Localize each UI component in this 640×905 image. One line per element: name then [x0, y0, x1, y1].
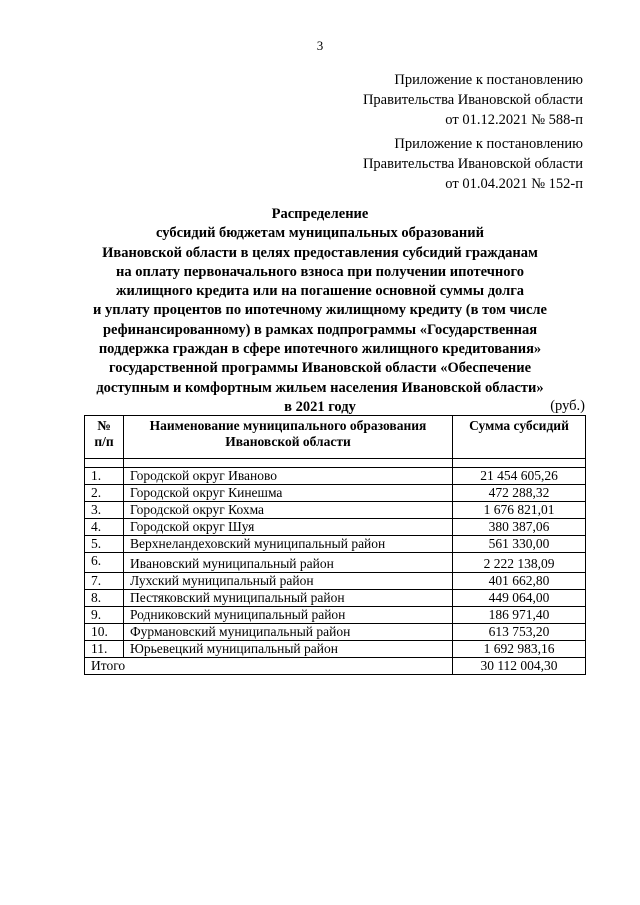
table-row	[85, 590, 586, 607]
row-name: Верхнеландеховский муниципальный район	[124, 536, 453, 553]
header-num	[85, 416, 124, 459]
row-num: 6.	[85, 553, 124, 573]
table-row	[85, 502, 586, 519]
row-amount: 1 676 821,01	[453, 502, 586, 519]
row-num: 2.	[85, 485, 124, 502]
row-amount: 380 387,06	[453, 519, 586, 536]
spacer-row	[85, 459, 586, 468]
row-name: Городской округ Иваново	[124, 468, 453, 485]
title-line: в 2021 году	[284, 398, 356, 415]
title-line: и уплату процентов по ипотечному жилищному кредиту (в том числе	[92, 302, 547, 319]
table-row	[85, 519, 586, 536]
row-name: Лухский муниципальный район	[124, 573, 453, 590]
appendix-header-2	[363, 134, 583, 194]
row-num: 3.	[85, 502, 124, 519]
total-amount: 30 112 004,30	[453, 658, 586, 675]
row-amount: 613 753,20	[453, 624, 586, 641]
table-row	[85, 536, 586, 553]
title-line: субсидий бюджетам муниципальных образований	[156, 225, 484, 242]
row-amount: 401 662,80	[453, 573, 586, 590]
row-num: 11.	[85, 641, 124, 658]
total-row	[85, 658, 586, 675]
row-amount: 21 454 605,26	[453, 468, 586, 485]
row-amount: 449 064,00	[453, 590, 586, 607]
title-line: государственной программы Ивановской области «Обеспечение	[108, 360, 532, 377]
page-number: 3	[316, 38, 324, 53]
table-row	[85, 624, 586, 641]
header-name-line1: Наименование муниципального образования	[149, 418, 427, 433]
row-num: 5.	[85, 536, 124, 553]
row-num: 9.	[85, 607, 124, 624]
table-row	[85, 607, 586, 624]
row-amount: 561 330,00	[453, 536, 586, 553]
row-num: 7.	[85, 573, 124, 590]
table-row	[85, 641, 586, 658]
table-row	[85, 485, 586, 502]
row-num: 8.	[85, 590, 124, 607]
title-line: жилищного кредита или на погашение основной суммы долга	[115, 283, 525, 300]
row-name: Фурмановский муниципальный район	[124, 624, 453, 641]
appendix-2-line3: от 01.04.2021 № 152-п	[445, 176, 583, 192]
title-line: Ивановской области в целях предоставления субсидий гражданам	[102, 244, 538, 261]
row-amount: 2 222 138,09	[453, 553, 586, 573]
row-amount: 1 692 983,16	[453, 641, 586, 658]
document-title	[60, 205, 580, 417]
appendix-1-line3: от 01.12.2021 № 588-п	[445, 112, 583, 128]
row-name: Городской округ Кохма	[124, 502, 453, 519]
title-line: на оплату первоначального взноса при получении ипотечного	[115, 263, 525, 280]
table-header-row	[85, 416, 586, 459]
subsidy-table	[84, 415, 586, 675]
table-row	[85, 468, 586, 485]
row-num: 1.	[85, 468, 124, 485]
row-name: Юрьевецкий муниципальный район	[124, 641, 453, 658]
title-line: Распределение	[271, 206, 369, 222]
row-amount: 472 288,32	[453, 485, 586, 502]
header-amount: Сумма субсидий	[453, 416, 586, 459]
appendix-2-line1: Приложение к постановлению	[394, 136, 583, 152]
appendix-1-line1: Приложение к постановлению	[394, 72, 583, 88]
row-name: Ивановский муниципальный район	[124, 553, 453, 573]
table-row	[85, 553, 586, 573]
title-line: доступным и комфортным жильем населения Ивановской области»	[96, 379, 544, 396]
title-line: поддержка граждан в сфере ипотечного жилищного кредитования»	[98, 341, 542, 358]
row-name: Родниковский муниципальный район	[124, 607, 453, 624]
row-name: Пестяковский муниципальный район	[124, 590, 453, 607]
header-num-line1: №	[97, 418, 111, 433]
appendix-header-1	[363, 70, 583, 130]
title-line: рефинансированному) в рамках подпрограммы «Государственная	[102, 321, 538, 338]
header-num-line2: п/п	[94, 434, 114, 449]
header-name	[124, 416, 453, 459]
row-num: 10.	[85, 624, 124, 641]
table-row	[85, 573, 586, 590]
row-amount: 186 971,40	[453, 607, 586, 624]
appendix-2-line2: Правительства Ивановской области	[362, 156, 583, 172]
header-name-line2: Ивановской области	[225, 434, 351, 449]
row-num: 4.	[85, 519, 124, 536]
row-name: Городской округ Шуя	[124, 519, 453, 536]
currency-unit: (руб.)	[550, 398, 585, 414]
total-label: Итого	[85, 658, 453, 675]
row-name: Городской округ Кинешма	[124, 485, 453, 502]
appendix-1-line2: Правительства Ивановской области	[362, 92, 583, 108]
